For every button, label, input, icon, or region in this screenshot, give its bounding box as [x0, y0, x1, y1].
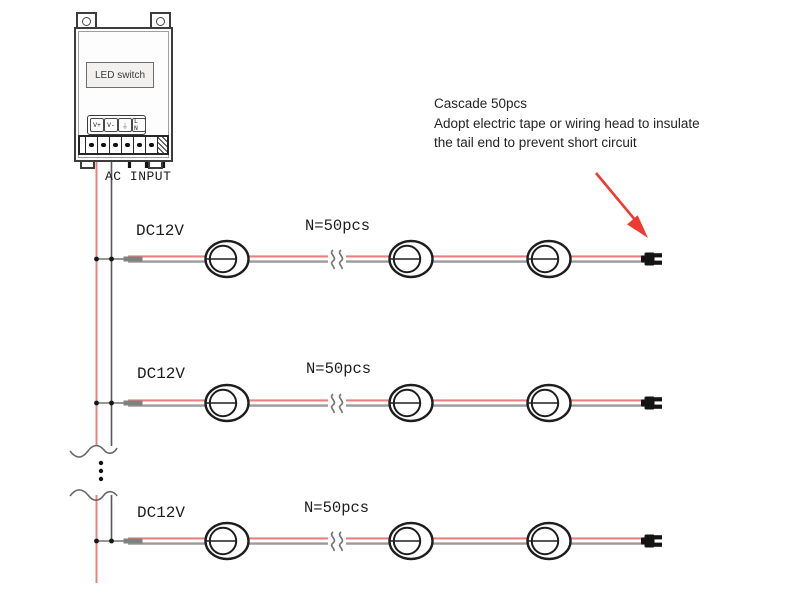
terminal-end-cap-hatched [158, 137, 167, 153]
terminal-screw-icon [125, 143, 130, 148]
red-arrow-icon [596, 173, 648, 238]
led-module-lamp-icon [206, 385, 249, 421]
psu-enclosure [74, 27, 173, 162]
wire-break-icon [328, 393, 346, 413]
string-junction [94, 257, 142, 262]
terminal-screw-icon [101, 143, 106, 148]
led-string-row-1 [94, 241, 662, 277]
tail-end-connector-icon [641, 253, 662, 266]
wire-break-icon [328, 249, 346, 269]
psu-model-label-plate [86, 62, 154, 88]
trunk-break-lower [70, 490, 117, 500]
annotation-line-1: Cascade 50pcs [434, 96, 528, 111]
annotation-line-2: Adopt electric tape or wiring head to insulate [434, 115, 700, 131]
led-module-lamp-icon [528, 385, 571, 421]
terminal-marking-vminus: V- [104, 118, 118, 132]
terminal-screw-icon [137, 143, 142, 148]
terminal-screw-icon [113, 143, 118, 148]
led-module-lamp-icon [390, 385, 433, 421]
terminal-markings-plate [87, 115, 146, 135]
trunk-break-upper [70, 446, 117, 457]
row3-count-label: N=50pcs [304, 499, 370, 517]
row2-voltage-label: DC12V [137, 365, 186, 383]
led-module-lamp-icon [206, 241, 249, 277]
cascade-annotation [434, 94, 700, 153]
psu-label: LED switch [94, 69, 145, 81]
terminal-marking-vplus: V+ [90, 118, 104, 132]
annotation-line-3: the tail end to prevent short circuit [434, 135, 637, 150]
terminal-screw-icon [89, 143, 94, 148]
tail-end-connector-icon [641, 535, 662, 548]
terminal-cell [146, 137, 158, 153]
row1-voltage-label: DC12V [136, 222, 185, 240]
ac-input-label: AC INPUT [105, 169, 172, 184]
terminal-strip [78, 135, 169, 155]
led-module-lamp-icon [390, 241, 433, 277]
row2-count-label: N=50pcs [306, 360, 372, 378]
terminal-screw-icon [149, 143, 154, 148]
screw-hole-icon [156, 17, 165, 26]
led-module-lamp-icon [528, 241, 571, 277]
tail-end-connector-icon [641, 397, 662, 410]
row1-count-label: N=50pcs [305, 217, 371, 235]
terminal-marking-ground-icon: ⏚ [118, 118, 132, 132]
row3-voltage-label: DC12V [137, 504, 186, 522]
led-string-row-2 [94, 385, 662, 421]
terminal-marking-line-neutral: L N [132, 118, 146, 132]
wire-break-icon [328, 531, 346, 551]
terminal-cell [98, 137, 110, 153]
terminal-cell [134, 137, 146, 153]
led-module-lamp-icon [528, 523, 571, 559]
terminal-cell [110, 137, 122, 153]
led-string-row-3 [94, 523, 662, 559]
led-module-lamp-icon [206, 523, 249, 559]
terminal-cell [122, 137, 134, 153]
screw-hole-icon [82, 17, 91, 26]
string-junction [94, 539, 142, 544]
led-module-lamp-icon [390, 523, 433, 559]
string-junction [94, 401, 142, 406]
terminal-cell [86, 137, 98, 153]
continuation-dots [99, 461, 103, 481]
